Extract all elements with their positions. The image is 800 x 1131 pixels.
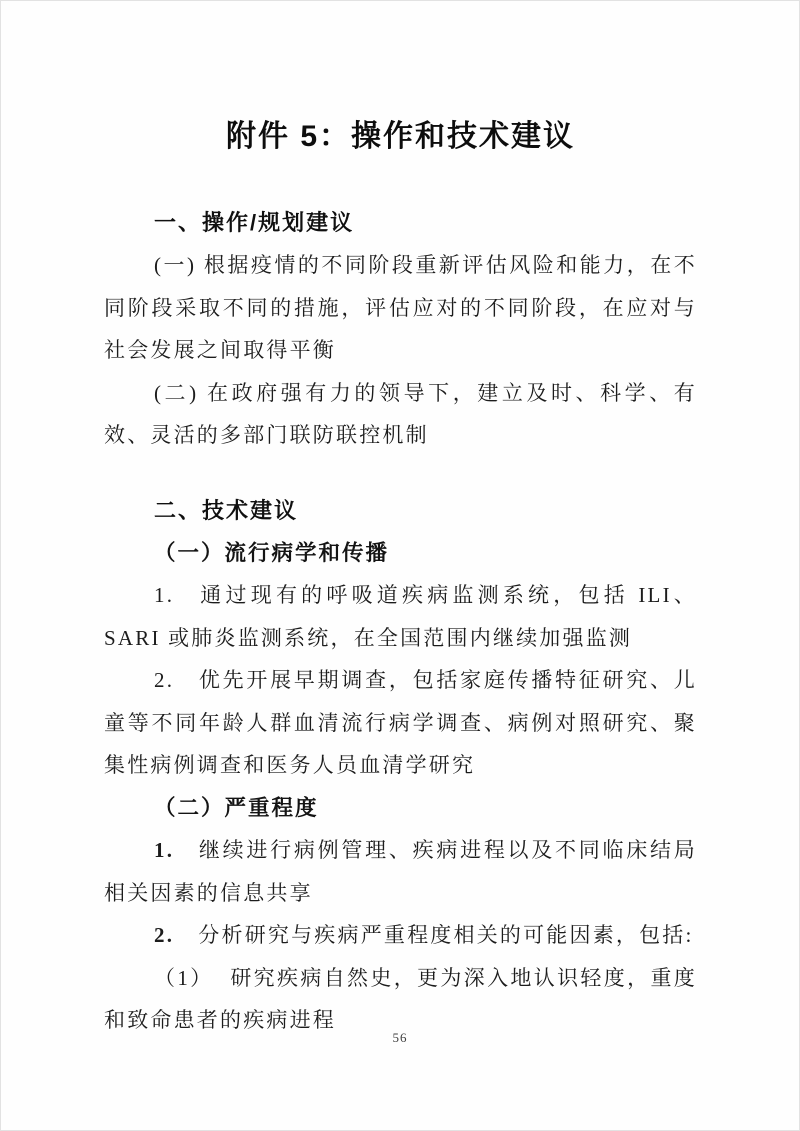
paragraph-text: 分析研究与疾病严重程度相关的可能因素，包括:	[198, 923, 694, 947]
paragraph-text: 在政府强有力的领导下，建立及时、科学、有效、灵活的多部门联防联控机制	[104, 380, 697, 447]
page-number: 56	[392, 1030, 408, 1045]
paragraph-text: 根据疫情的不同阶段重新评估风险和能力，在不同阶段采取不同的措施，评估应对的不同阶段，在应对与社会发展之间取得平衡	[104, 253, 697, 362]
subsection-2-item-1	[104, 829, 697, 914]
section-1-heading: 一、操作/规划建议	[154, 210, 355, 235]
subsection-1-item-1	[104, 574, 697, 659]
paragraph-text: 研究疾病自然史，更为深入地认识轻度，重度和致命患者的疾病进程	[104, 965, 697, 1032]
subsection-1-heading: （一）流行病学和传播	[154, 540, 390, 565]
subsection-2-item-2	[104, 914, 697, 957]
paragraph-marker: (二)	[154, 380, 199, 405]
item-number: 2.	[154, 923, 175, 947]
paragraph-text: 继续进行病例管理、疾病进程以及不同临床结局相关因素的信息共享	[104, 838, 697, 905]
subsection-1-item-2	[104, 659, 697, 787]
paragraph-marker: (一)	[154, 253, 197, 277]
page-title: 附件 5：操作和技术建议	[225, 120, 576, 153]
item-number: （1）	[154, 965, 214, 990]
section-2-heading: 二、技术建议	[154, 497, 299, 523]
paragraph-text: 优先开展早期调查，包括家庭传播特征研究、儿童等不同年龄人群血清流行病学调查、病例对照研究、聚集性病例调查和医务人员血清学研究	[104, 668, 697, 777]
item-number: 1.	[154, 583, 175, 607]
subsection-2-heading: （二）严重程度	[154, 795, 319, 820]
section-1-paragraph-2	[104, 372, 697, 457]
subsection-2-item-3	[104, 957, 697, 1042]
paragraph-text: 通过现有的呼吸道疾病监测系统，包括 ILI、SARI 或肺炎监测系统，在全国范围内继续加强监测	[104, 583, 697, 650]
item-number: 1.	[154, 838, 175, 862]
section-1-paragraph-1	[104, 244, 697, 372]
item-number: 2.	[154, 668, 175, 692]
